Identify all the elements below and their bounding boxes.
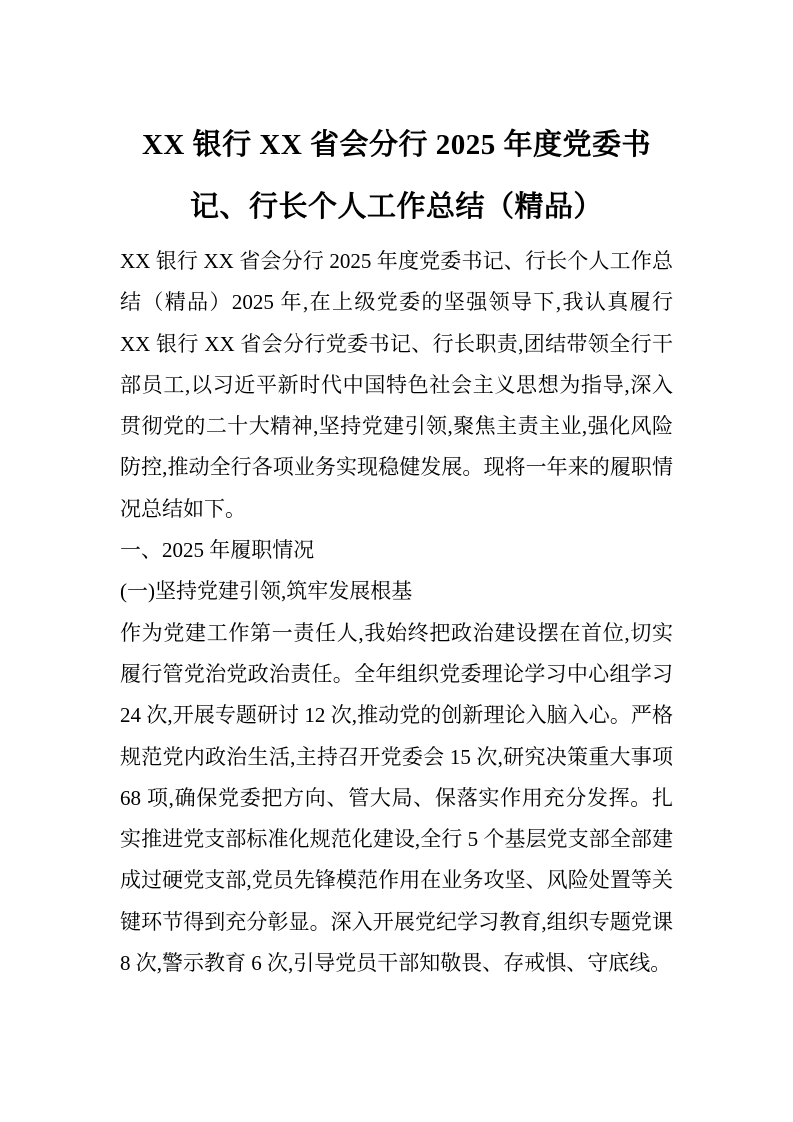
paragraph-intro: XX 银行 XX 省会分行 2025 年度党委书记、行长个人工作总结（精品）2025 年,在上级党委的坚强领导下,我认真履行 XX 银行 XX 省会分行党委书记、行长职责,团结带领全行干部员工,以习近平新时代中国特色社会主义思想为指导,深入贯彻党的二十大精神,坚持党建引领,聚焦主责主业,强化风险防控,推动全行各项业务实现稳健发展。现将一年来的履职情况总结如下。	[120, 249, 673, 521]
document-body	[120, 241, 673, 984]
document-title: XX 银行 XX 省会分行 2025 年度党委书记、行长个人工作总结（精品）	[141, 129, 652, 223]
heading-subsection-party-building: (一)坚持党建引领,筑牢发展根基	[120, 579, 413, 604]
heading-section-one: 一、2025 年履职情况	[120, 538, 315, 563]
paragraph-party-building-details: 作为党建工作第一责任人,我始终把政治建设摆在首位,切实履行管党治党政治责任。全年组织党委理论学习中心组学习 24 次,开展专题研讨 12 次,推动党的创新理论入脑入心。严格规范党内政治生活,主持召开党委会 15 次,研究决策重大事项 68 项,确保党委把方向、管大局、保落实作用充分发挥。扎实推进党支部标准化规范化建设,全行 5 个基层党支部全部建成过硬党支部,党员先锋模范作用在业务攻坚、风险处置等关键环节得到充分彰显。深入开展党纪学习教育,组织专题党课 8 次,警示教育 6 次,引导党员干部知敬畏、存戒惧、守底线。	[120, 620, 673, 976]
